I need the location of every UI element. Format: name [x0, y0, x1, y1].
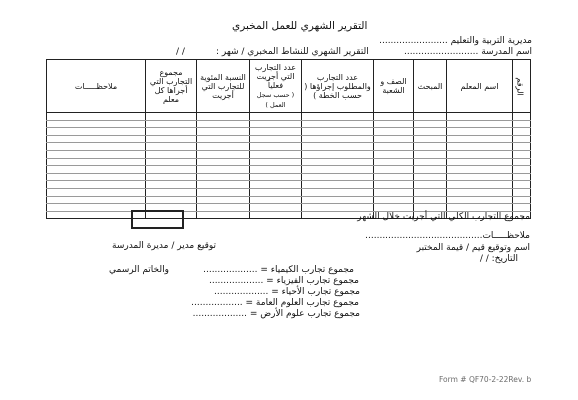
table-cell[interactable]	[513, 173, 531, 181]
table-cell[interactable]	[414, 128, 447, 136]
table-row	[47, 113, 531, 121]
table-cell[interactable]	[146, 196, 197, 204]
lab-keeper-signature: اسم وتوقيع قيم / قيمة المختبر	[416, 243, 530, 253]
table-cell[interactable]	[447, 143, 513, 151]
table-cell[interactable]	[47, 181, 146, 189]
table-cell[interactable]	[146, 158, 197, 166]
table-cell[interactable]	[447, 113, 513, 121]
table-cell[interactable]	[146, 181, 197, 189]
table-body	[47, 113, 531, 219]
table-row	[47, 196, 531, 204]
col-actual-experiments	[250, 60, 302, 113]
table-cell[interactable]	[513, 166, 531, 174]
table-cell[interactable]	[374, 143, 414, 151]
table-cell[interactable]	[47, 135, 146, 143]
table-cell[interactable]	[513, 128, 531, 136]
table-cell[interactable]	[146, 173, 197, 181]
col-grade-section	[374, 60, 414, 113]
col-subject	[414, 60, 447, 113]
table-cell[interactable]	[146, 188, 197, 196]
col-number-label: الرقم	[515, 76, 525, 96]
table-cell[interactable]	[302, 188, 374, 196]
table-cell[interactable]	[513, 188, 531, 196]
table-cell[interactable]	[374, 120, 414, 128]
table-cell[interactable]	[47, 150, 146, 158]
table-cell[interactable]	[374, 196, 414, 204]
total-experiments-box[interactable]	[131, 210, 184, 229]
table-row	[47, 128, 531, 136]
table-cell[interactable]	[447, 128, 513, 136]
monthly-lab-table	[46, 59, 531, 219]
table-cell[interactable]	[414, 188, 447, 196]
table-cell[interactable]	[302, 150, 374, 158]
table-cell[interactable]	[302, 143, 374, 151]
school-name-line: اسم المدرسة ..........................	[403, 47, 532, 57]
table-cell[interactable]	[374, 150, 414, 158]
table-cell[interactable]	[47, 128, 146, 136]
table-cell[interactable]	[414, 120, 447, 128]
table-cell[interactable]	[250, 211, 302, 219]
table-cell[interactable]	[447, 196, 513, 204]
total-experiments-label: مجموع التجارب الكلي التي أجريت خلال الشهر	[357, 212, 530, 222]
table-cell[interactable]	[374, 166, 414, 174]
table-row	[47, 204, 531, 212]
table-cell[interactable]	[302, 166, 374, 174]
table-cell[interactable]	[414, 143, 447, 151]
table-row	[47, 158, 531, 166]
col-percentage-label: النسبة المئوية للتجارب التي أجريت	[200, 72, 246, 100]
table-cell[interactable]	[374, 188, 414, 196]
table-cell[interactable]	[197, 135, 250, 143]
table-cell[interactable]	[513, 143, 531, 151]
table-cell[interactable]	[197, 143, 250, 151]
col-teacher-total	[146, 60, 197, 113]
table-cell[interactable]	[47, 143, 146, 151]
table-cell[interactable]	[447, 181, 513, 189]
total-chemistry: مجموع تجارب الكيمياء = ...................	[203, 265, 354, 275]
table-cell[interactable]	[250, 150, 302, 158]
table-cell[interactable]	[47, 120, 146, 128]
table-cell[interactable]	[197, 158, 250, 166]
table-row	[47, 173, 531, 181]
col-notes	[47, 60, 146, 113]
table-cell[interactable]	[250, 166, 302, 174]
table-cell[interactable]	[302, 135, 374, 143]
total-biology: مجموع تجارب الأحياء = ...................	[214, 287, 360, 297]
table-cell[interactable]	[250, 113, 302, 121]
table-cell[interactable]	[250, 181, 302, 189]
table-cell[interactable]	[414, 158, 447, 166]
table-cell[interactable]	[146, 120, 197, 128]
table-cell[interactable]	[414, 113, 447, 121]
col-teacher-total-label: مجموع التجارب التي أجراها كل معلم	[149, 68, 193, 104]
table-cell[interactable]	[513, 120, 531, 128]
table-cell[interactable]	[47, 196, 146, 204]
col-planned-experiments	[302, 60, 374, 113]
table-cell[interactable]	[414, 173, 447, 181]
table-cell[interactable]	[146, 166, 197, 174]
official-seal: والخاتم الرسمي	[109, 265, 169, 275]
form-code: Form # QF70-2-22Rev. b	[439, 375, 532, 384]
table-row	[47, 150, 531, 158]
col-planned-experiments-label: عدد التجارب والمطلوب إجراؤها ( حسب الخطة )	[304, 72, 371, 100]
col-grade-section-label: الصف و الشعبة	[380, 77, 407, 95]
total-earth-science: مجموع تجارب علوم الأرض = ...................	[192, 309, 360, 319]
table-cell[interactable]	[197, 128, 250, 136]
col-actual-experiments-label: عدد التجارب التي أجريت فعلياً	[254, 62, 297, 90]
table-cell[interactable]	[250, 196, 302, 204]
table-cell[interactable]	[447, 135, 513, 143]
table-cell[interactable]	[414, 181, 447, 189]
table-cell[interactable]	[197, 196, 250, 204]
total-general-science: مجموع تجارب العلوم العامة = ..................	[191, 298, 359, 308]
table-cell[interactable]	[374, 113, 414, 121]
table-cell[interactable]	[374, 181, 414, 189]
table-cell[interactable]	[146, 128, 197, 136]
director-signature: توقيع مدير / مديرة المدرسة	[112, 241, 217, 251]
notes-line: ملاحظـــــات.........................................	[365, 231, 530, 241]
table-cell[interactable]	[197, 150, 250, 158]
report-date: التاريخ: / /	[479, 254, 518, 264]
table-cell[interactable]	[447, 188, 513, 196]
table-row	[47, 135, 531, 143]
table-row	[47, 166, 531, 174]
table-cell[interactable]	[374, 135, 414, 143]
table-cell[interactable]	[47, 158, 146, 166]
table-cell[interactable]	[414, 166, 447, 174]
table-cell[interactable]	[414, 150, 447, 158]
table-cell[interactable]	[302, 128, 374, 136]
table-cell[interactable]	[146, 143, 197, 151]
table-cell[interactable]	[513, 150, 531, 158]
table-row	[47, 181, 531, 189]
table-cell[interactable]	[47, 113, 146, 121]
subtitle-date: / /	[176, 47, 185, 57]
table-cell[interactable]	[146, 113, 197, 121]
table-cell[interactable]	[513, 196, 531, 204]
table-cell[interactable]	[447, 150, 513, 158]
table-cell[interactable]	[447, 166, 513, 174]
table-cell[interactable]	[447, 158, 513, 166]
col-actual-experiments-note: ( حسب سجل العمل )	[256, 90, 295, 109]
table-cell[interactable]	[513, 135, 531, 143]
table-cell[interactable]	[414, 204, 447, 212]
table-row	[47, 143, 531, 151]
table-cell[interactable]	[250, 120, 302, 128]
table-cell[interactable]	[513, 113, 531, 121]
table-cell[interactable]	[197, 188, 250, 196]
table-cell[interactable]	[146, 150, 197, 158]
total-physics: مجموع تجارب الفيزياء = ...................	[208, 276, 359, 286]
col-notes-label: ملاحظـــــات	[74, 81, 118, 91]
report-title: التقرير الشهري للعمل المخبري	[232, 20, 368, 32]
table-cell[interactable]	[447, 204, 513, 212]
table-cell[interactable]	[374, 204, 414, 212]
table-cell[interactable]	[250, 128, 302, 136]
table-cell[interactable]	[250, 158, 302, 166]
table-cell[interactable]	[513, 181, 531, 189]
table-cell[interactable]	[302, 113, 374, 121]
report-subtitle: التقرير الشهري للنشاط المخبري / شهر :	[216, 47, 369, 57]
table-cell[interactable]	[197, 166, 250, 174]
col-teacher-name	[447, 60, 513, 113]
col-teacher-name-label: اسم المعلم	[460, 81, 499, 91]
table-cell[interactable]	[302, 158, 374, 166]
table-cell[interactable]	[250, 188, 302, 196]
table-cell[interactable]	[197, 120, 250, 128]
table-cell[interactable]	[197, 211, 250, 219]
table-cell[interactable]	[146, 135, 197, 143]
table-cell[interactable]	[250, 143, 302, 151]
table-cell[interactable]	[302, 196, 374, 204]
table-cell[interactable]	[197, 113, 250, 121]
table-cell[interactable]	[414, 196, 447, 204]
table-row	[47, 188, 531, 196]
table-cell[interactable]	[250, 173, 302, 181]
table-cell[interactable]	[374, 158, 414, 166]
table-cell[interactable]	[47, 166, 146, 174]
table-cell[interactable]	[197, 181, 250, 189]
col-subject-label: المبحث	[417, 81, 443, 91]
table-cell[interactable]	[374, 128, 414, 136]
col-percentage	[197, 60, 250, 113]
table-cell[interactable]	[47, 173, 146, 181]
table-cell[interactable]	[250, 204, 302, 212]
table-row	[47, 120, 531, 128]
table-cell[interactable]	[302, 181, 374, 189]
table-cell[interactable]	[47, 188, 146, 196]
table-cell[interactable]	[302, 173, 374, 181]
table-cell[interactable]	[513, 158, 531, 166]
table-cell[interactable]	[374, 173, 414, 181]
table-cell[interactable]	[250, 135, 302, 143]
table-cell[interactable]	[302, 120, 374, 128]
directorate-line: مديرية التربية والتعليم ........................	[379, 36, 532, 46]
table-cell[interactable]	[447, 173, 513, 181]
table-cell[interactable]	[414, 135, 447, 143]
col-number	[513, 60, 531, 113]
table-cell[interactable]	[197, 173, 250, 181]
table-cell[interactable]	[197, 204, 250, 212]
table-cell[interactable]	[513, 204, 531, 212]
table-cell[interactable]	[302, 204, 374, 212]
table-cell[interactable]	[447, 120, 513, 128]
